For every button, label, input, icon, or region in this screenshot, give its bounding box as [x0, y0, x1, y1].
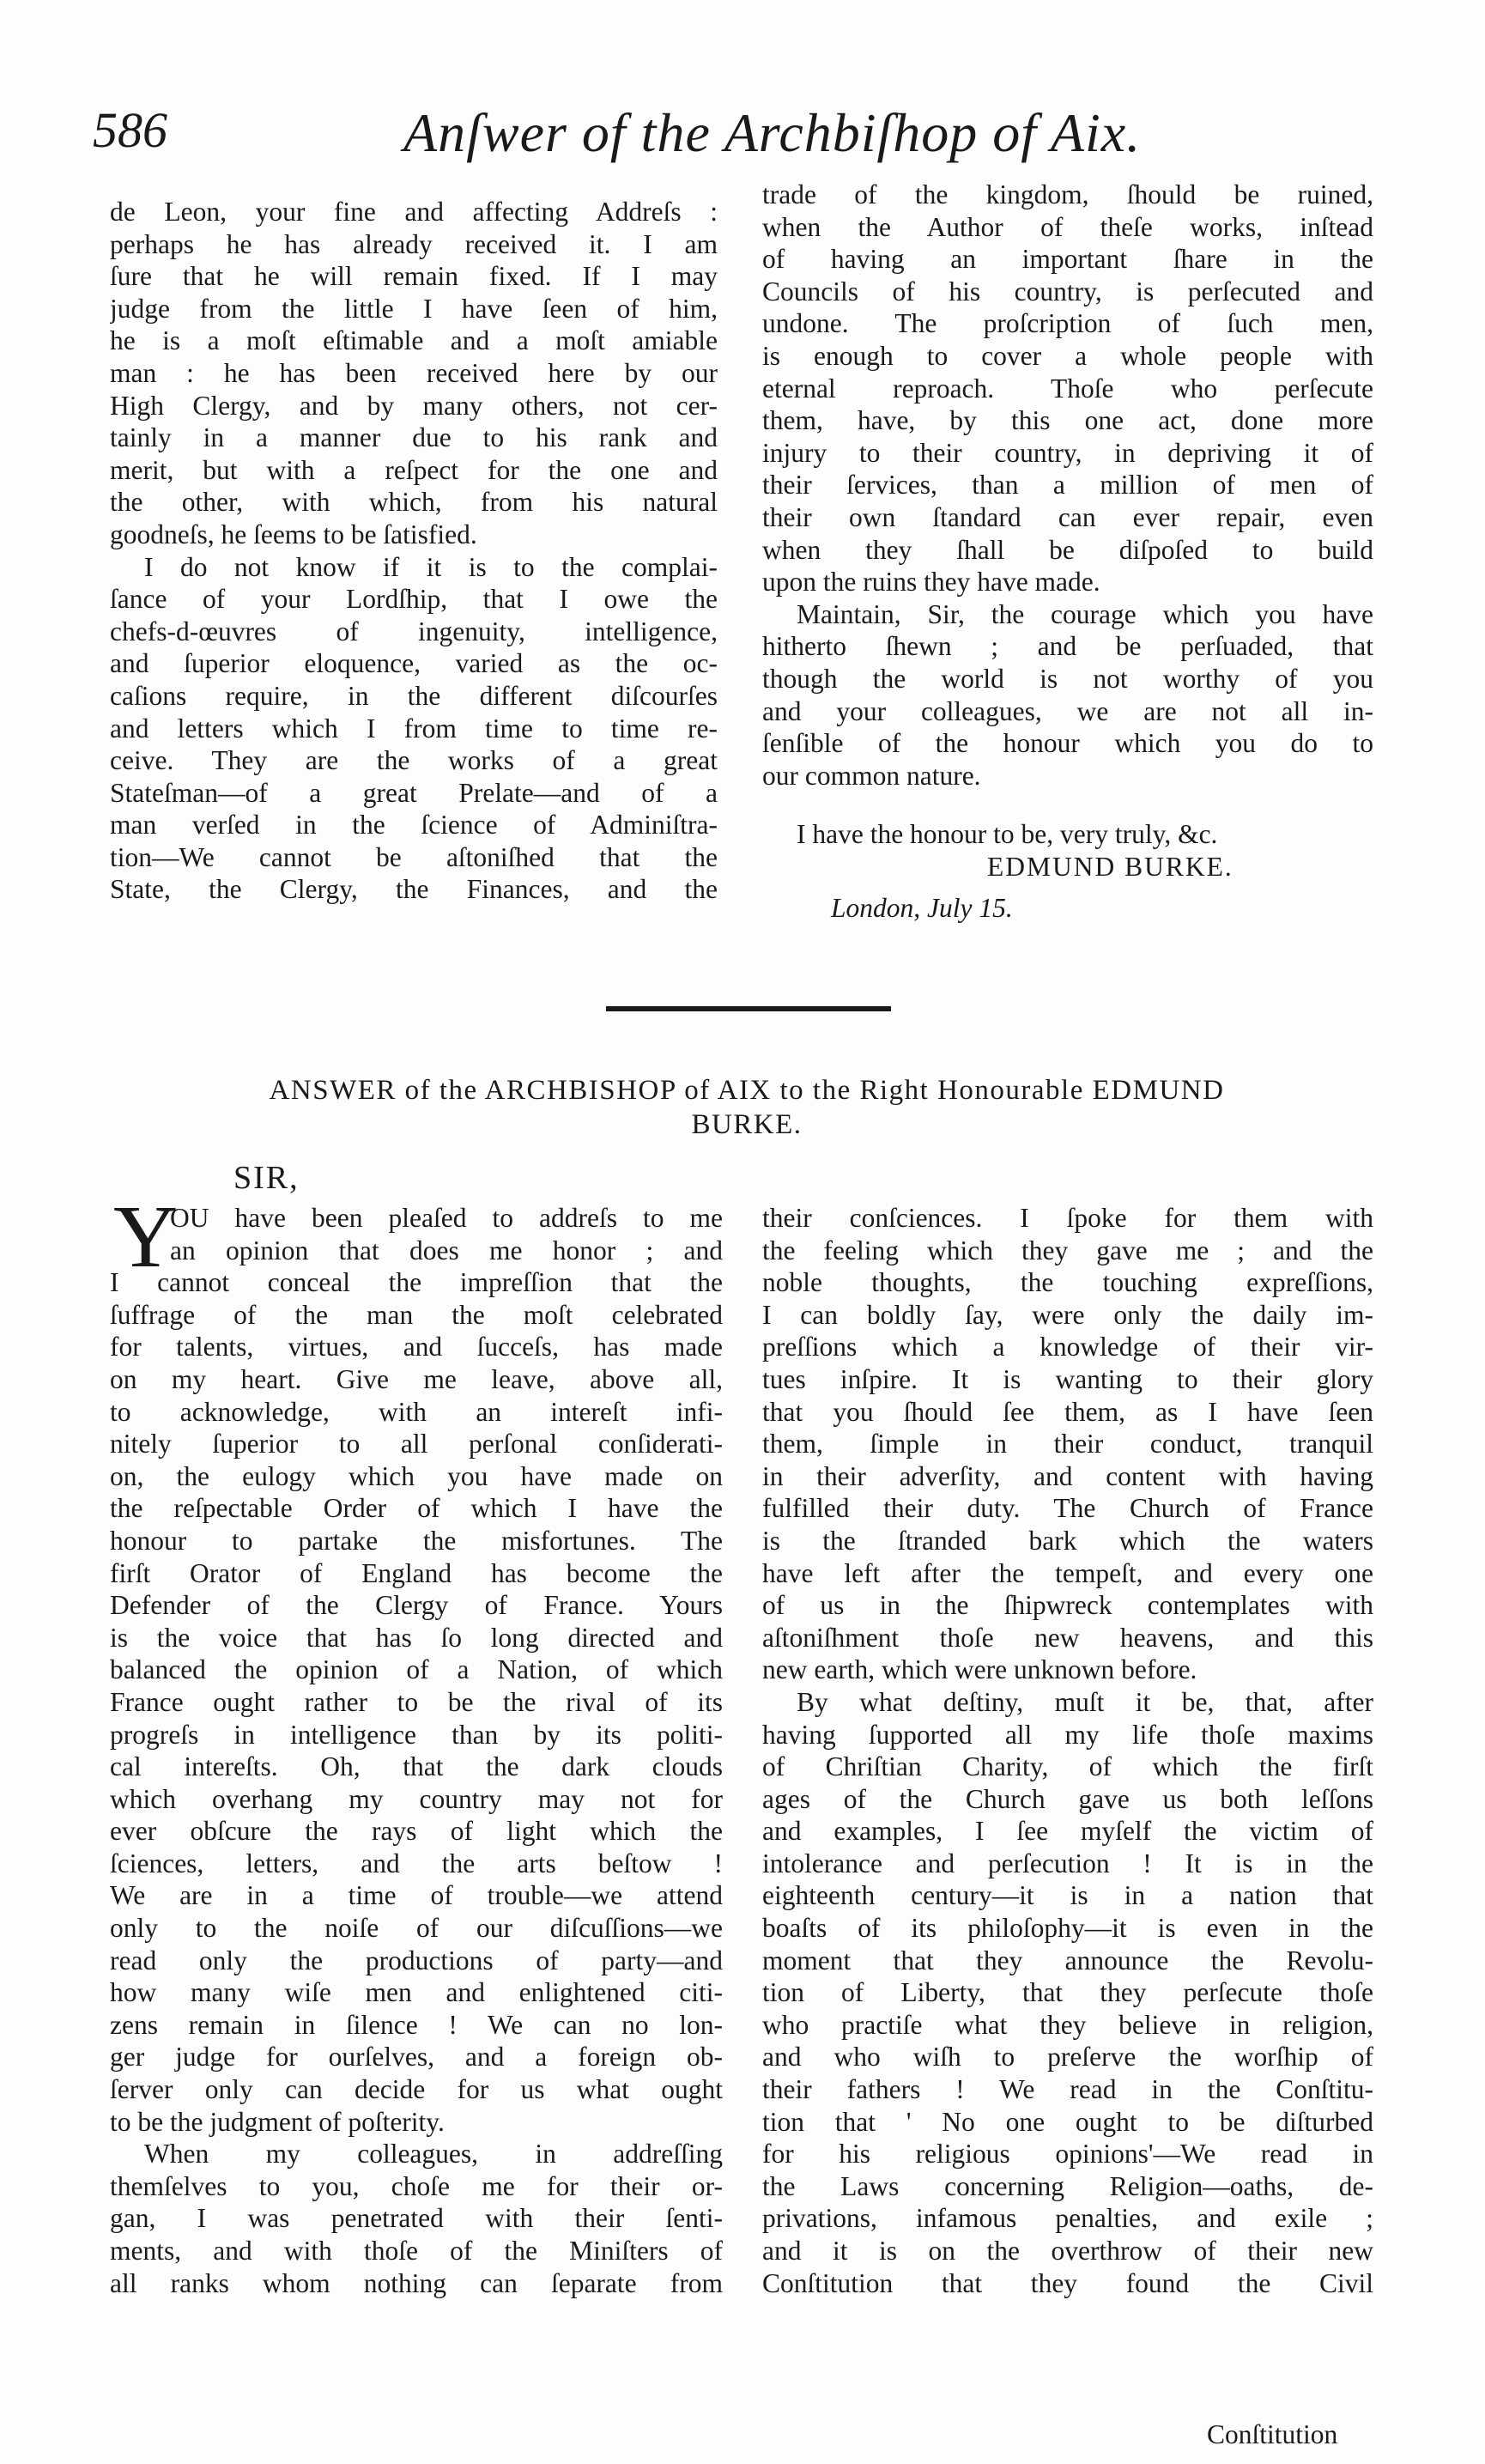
drop-cap: Y	[113, 1187, 179, 1286]
text-line: ages of the Church gave us both leſſons	[762, 1783, 1373, 1814]
text-line: to acknowledge, with an intereſt infi-	[110, 1396, 723, 1427]
text-line: when they ſhall be diſpoſed to build	[762, 534, 1373, 565]
text-line: fulfilled their duty. The Church of France	[762, 1493, 1373, 1524]
text-line: an opinion that does me honor ; and	[170, 1235, 723, 1265]
text-line: ger judge for ourſelves, and a foreign ob-	[110, 2042, 723, 2073]
text-line: moment that they announce the Revolu-	[762, 1945, 1373, 1975]
text-line: the Laws concerning Religion—oaths, de-	[762, 2170, 1373, 2201]
text-line: of Chriſtian Charity, of which the firſt	[762, 1751, 1373, 1782]
text-line: State, the Clergy, the Finances, and the	[110, 874, 718, 905]
text-line: Councils of his country, is perſecuted and	[762, 276, 1373, 306]
text-line: in their adverſity, and content with having	[762, 1460, 1373, 1491]
text-line: all ranks whom nothing can ſeparate from	[110, 2267, 723, 2298]
text-line: their ſervices, than a million of men of	[762, 470, 1373, 501]
text-line: ſenſible of the honour which you do to	[762, 728, 1373, 759]
text-line: preſſions which a knowledge of their vir-	[762, 1332, 1373, 1362]
text-line: tues inſpire. It is wanting to their glory	[762, 1363, 1373, 1394]
text-line: cal intereſts. Oh, that the dark clouds	[110, 1751, 723, 1782]
text-line: I cannot conceal the impreſſion that the	[110, 1267, 723, 1298]
text-line: man verſed in the ſcience of Adminiſtra-	[110, 810, 718, 841]
text-line: goodneſs, he ſeems to be ſatisfied.	[110, 519, 477, 549]
text-line: progreſs in intelligence than by its politi-	[110, 1719, 723, 1750]
text-line: honour to partake the misfortunes. The	[110, 1525, 723, 1556]
text-line: read only the productions of party—and	[110, 1945, 723, 1975]
text-line: ſerver only can decide for us what ought	[110, 2074, 723, 2105]
closing-line: I have the honour to be, very truly, &c.	[797, 819, 1218, 849]
text-line: undone. The proſcription of ſuch men,	[762, 308, 1373, 339]
text-line: tion of Liberty, that they perſecute thoſe	[762, 1977, 1373, 2008]
text-line: their conſciences. I ſpoke for them with	[762, 1203, 1373, 1233]
text-line: ſuffrage of the man the moſt celebrated	[110, 1299, 723, 1330]
text-line: and it is on the overthrow of their new	[762, 2236, 1373, 2266]
text-line: though the world is not worthy of you	[762, 663, 1373, 694]
text-line: have left after the tempeſt, and every one	[762, 1557, 1373, 1588]
text-line: ments, and with thoſe of the Miniſters of	[110, 2236, 723, 2266]
text-line: our common nature.	[762, 760, 981, 791]
text-line: tion that ' No one ought to be diſturbed	[762, 2106, 1373, 2137]
text-line: gan, I was penetrated with their ſenti-	[110, 2203, 723, 2234]
text-line: who practiſe what they believe in religion,	[762, 2009, 1373, 2040]
text-line: which overhang my country may not for	[110, 1783, 723, 1814]
text-line: privations, infamous penalties, and exile ;	[762, 2203, 1373, 2234]
text-line: High Clergy, and by many others, not cer-	[110, 390, 718, 421]
text-line: upon the ruins they have made.	[762, 567, 1100, 598]
text-line: themſelves to you, choſe me for their or-	[110, 2170, 723, 2201]
text-line: By what deſtiny, muſt it be, that, after	[797, 1686, 1373, 1717]
text-line: and ſuperior eloquence, varied as the oc-	[110, 648, 718, 679]
text-line: for talents, virtues, and ſucceſs, has made	[110, 1332, 723, 1362]
text-line: ſance of your Lordſhip, that I owe the	[110, 584, 718, 615]
text-line: eternal reproach. Thoſe who perſecute	[762, 373, 1373, 404]
text-line: and letters which I from time to time re-	[110, 713, 718, 743]
text-line: nitely ſuperior to all perſonal conſiderati-	[110, 1429, 723, 1460]
text-line: only to the noiſe of our diſcuſſions—we	[110, 1913, 723, 1944]
text-line: caſions require, in the different diſcourſes	[110, 680, 718, 711]
text-line: tainly in a manner due to his rank and	[110, 422, 718, 453]
salutation: SIR,	[233, 1160, 300, 1196]
text-line: merit, but with a reſpect for the one and	[110, 454, 718, 485]
text-line: noble thoughts, the touching expreſſions,	[762, 1267, 1373, 1298]
text-line: perhaps he has already received it. I am	[110, 228, 718, 259]
answer-right-column	[762, 1202, 1373, 2299]
article-title-line-2: BURKE.	[691, 1109, 803, 1140]
text-line: of us in the ſhipwreck contemplates with	[762, 1590, 1373, 1621]
text-line: Maintain, Sir, the courage which you have	[797, 598, 1373, 629]
text-line: ever obſcure the rays of light which the	[110, 1816, 723, 1847]
text-line: is enough to cover a whole people with	[762, 340, 1373, 371]
text-line: is the voice that has ſo long directed and	[110, 1622, 723, 1653]
text-line: boaſts of its philoſophy—it is even in the	[762, 1913, 1373, 1944]
signature: EDMUND BURKE.	[987, 852, 1233, 882]
text-line: firſt Orator of England has become the	[110, 1557, 723, 1588]
text-line: when the Author of theſe works, inſtead	[762, 211, 1373, 242]
text-line: them, have, by this one act, done more	[762, 405, 1373, 436]
text-line: ſciences, letters, and the arts beſtow !	[110, 1848, 723, 1878]
text-line: he is a moſt eſtimable and a moſt amiable	[110, 325, 718, 356]
text-line: tion—We cannot be aſtoniſhed that the	[110, 841, 718, 872]
text-line: Stateſman—of a great Prelate—and of a	[110, 777, 718, 808]
text-line: of having an important ſhare in the	[762, 244, 1373, 275]
running-title: Anſwer of the Archbiſhop of Aix.	[403, 102, 1142, 163]
text-line: to be the judgment of poſterity.	[110, 2106, 445, 2137]
text-line: France ought rather to be the rival of its	[110, 1686, 723, 1717]
text-line: the other, with which, from his natural	[110, 487, 718, 518]
text-line: their fathers ! We read in the Conſtitu-	[762, 2074, 1373, 2105]
place-date: London, July 15.	[831, 893, 1013, 923]
text-line: that you ſhould ſee them, as I have ſeen	[762, 1396, 1373, 1427]
letter-end-left-column	[110, 196, 718, 906]
text-line: trade of the kingdom, ſhould be ruined,	[762, 179, 1373, 209]
text-line: zens remain in ſilence ! We can no lon-	[110, 2009, 723, 2040]
text-line: Conſtitution that they found the Civil	[762, 2267, 1373, 2298]
text-line: and examples, I ſee myſelf the victim of	[762, 1816, 1373, 1847]
text-line: new earth, which were unknown before.	[762, 1654, 1197, 1685]
text-line: de Leon, your fine and affecting Addreſs :	[110, 197, 718, 227]
text-line: I can boldly ſay, were only the daily im-	[762, 1299, 1373, 1330]
catchword: Conſtitution	[1207, 2419, 1338, 2449]
article-title	[120, 1073, 1373, 1142]
text-line: chefs-d-œuvres of ingenuity, intelligence,	[110, 616, 718, 646]
text-line: the reſpectable Order of which I have the	[110, 1493, 723, 1524]
text-line: and your colleagues, we are not all in-	[762, 695, 1373, 726]
letter-end-right-column	[762, 179, 1373, 792]
section-divider	[606, 1006, 891, 1011]
text-line: for his religious opinions'—We read in	[762, 2139, 1373, 2170]
text-line: having ſupported all my life thoſe maxims	[762, 1719, 1373, 1750]
text-line: Defender of the Clergy of France. Yours	[110, 1590, 723, 1621]
text-line: and who wiſh to preſerve the worſhip of	[762, 2042, 1373, 2073]
article-title-line-1: ANSWER of the ARCHBISHOP of AIX to the Right Honourable EDMUND	[269, 1075, 1225, 1106]
text-line: man : he has been received here by our	[110, 357, 718, 388]
text-line: hitherto ſhewn ; and be perſuaded, that	[762, 631, 1373, 662]
text-line: judge from the little I have ſeen of him,	[110, 293, 718, 324]
text-line: eighteenth century—it is in a nation that	[762, 1880, 1373, 1911]
text-line: is the ſtranded bark which the waters	[762, 1525, 1373, 1556]
text-line: their own ſtandard can ever repair, even	[762, 501, 1373, 532]
text-line: I do not know if it is to the complai-	[144, 551, 718, 582]
text-line: them, ſimple in their conduct, tranquil	[762, 1429, 1373, 1460]
text-line: the feeling which they gave me ; and the	[762, 1235, 1373, 1265]
text-line: on my heart. Give me leave, above all,	[110, 1363, 723, 1394]
answer-left-column	[110, 1202, 723, 2299]
text-line: ſure that he will remain fixed. If I may	[110, 261, 718, 292]
text-line: OU have been pleaſed to addreſs to me	[170, 1203, 723, 1233]
text-line: We are in a time of trouble—we attend	[110, 1880, 723, 1911]
text-line: balanced the opinion of a Nation, of which	[110, 1654, 723, 1685]
page-number: 586	[93, 102, 167, 158]
text-line: on, the eulogy which you have made on	[110, 1460, 723, 1491]
text-line: injury to their country, in depriving it of	[762, 437, 1373, 468]
text-line: intolerance and perſecution ! It is in the	[762, 1848, 1373, 1878]
text-line: ceive. They are the works of a great	[110, 745, 718, 776]
text-line: how many wiſe men and enlightened citi-	[110, 1977, 723, 2008]
text-line: aſtoniſhment thoſe new heavens, and this	[762, 1622, 1373, 1653]
text-line: When my colleagues, in addreſſing	[144, 2139, 723, 2170]
